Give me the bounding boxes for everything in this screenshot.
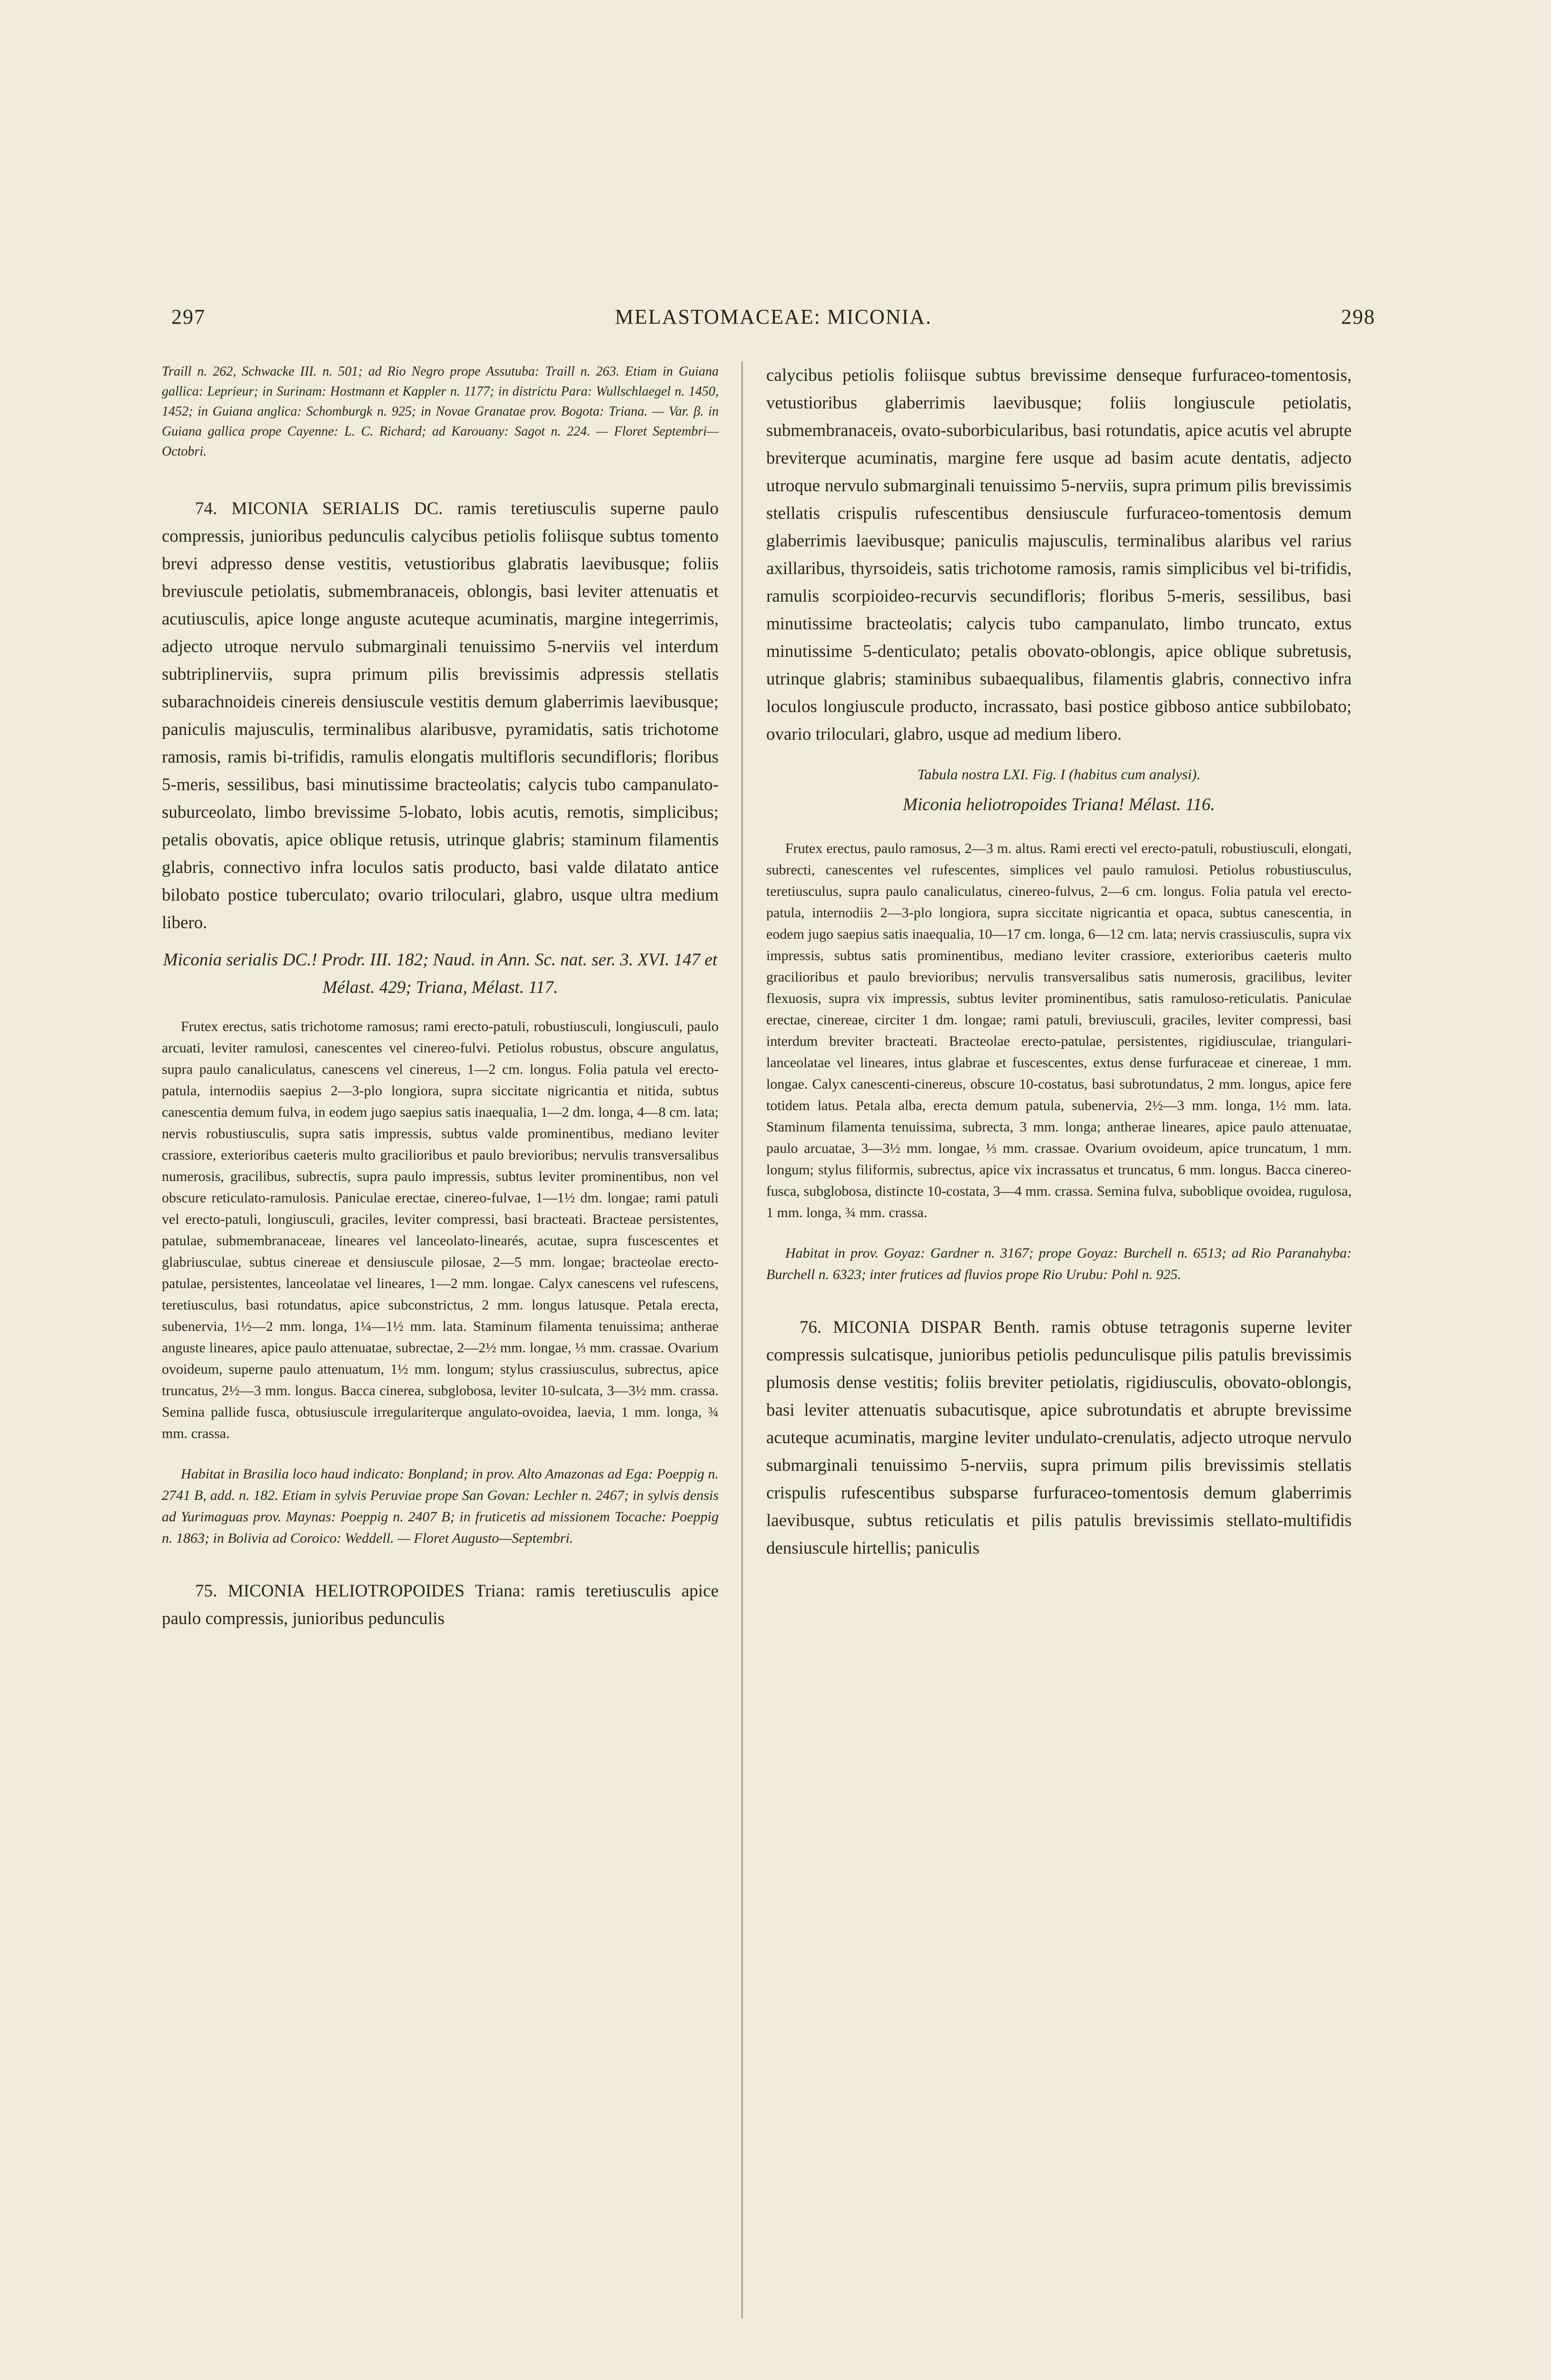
species-75-detailed-description: Frutex erectus, paulo ramosus, 2—3 m. altus. Rami erecti vel erecto-patuli, robustiusculi, elongati, subrecti, canescentes vel rufescentes, simplices vel paulo ramulosi. Petiolus robustiusculus, teretiusculus, supra paulo canaliculatus, cinereo-fulvus, 2—6 cm. longus. Folia patula vel erecto-patula, internodiis 2—3-plo longiora, supra siccitate nigricantia et opaca, subtus canescentia, in eodem jugo saepius satis inaequalia, 10—17 cm. longa, 6—12 cm. lata; nervis crassiusculis, supra vix impressis, subtus satis prominentibus, mediano leviter crassiore, exterioribus caeteris multo gracilioribus et paulo brevioribus; nervulis transversalibus satis numerosis, gracilibus, leviter flexuosis, supra vix impressis, subtus leviter prominentibus, satis ramuloso-reticulatis. Paniculae erectae, cinereae, circiter 1 dm. longae; rami patuli, breviusculi, graciles, leviter compressi, basi interdum breviter bracteati. Bracteolae erecto-patulae, persistentes, rigidiusculae, triangulari-lanceolatae vel lineares, intus glabrae et fuscescentes, extus dense furfuraceae et cinereae, 1 mm. longae. Calyx canescenti-cinereus, obscure 10-costatus, basi subrotundatus, 2 mm. longus, apice fere totidem latus. Petala alba, erecta demum patula, subenervia, 2½—3 mm. longa, 1½ mm. lata. Staminum filamenta tenuissima, subrecta, 3 mm. longa; antherae lineares, apice paulo attenuatae, paulo arcuatae, 3—3½ mm. longae, ⅓ mm. crassae. Ovarium ovoideum, apice truncatum, 1 mm. longum; stylus filiformis, subrectus, apice vix incrassatus et truncatus, 6 mm. longus. Bacca cinereo-fusca, subglobosa, distincte 10-costata, 3—4 mm. crassa. Semina fulva, suboblique ovoidea, rugulosa, 1 mm. longa, ¾ mm. crassa. [766, 841, 1352, 1220]
species-74-diagnosis: ramis teretiusculis superne paulo compressis, junioribus pedunculis calycibus petiolis foliisque subtus tomento brevi adpresso dense vestitis, vetustioribus glabratis laevibusque; foliis breviuscule petiolatis, submembranaceis, oblongis, basi leviter attenuatis et acutiusculis, apice longe anguste acuteque acuminatis, margine integerrimis, adjecto utroque nervulo submarginali tenuissimo 5-nerviis vel interdum subtriplinerviis, supra primum pilis brevissimis adpressis stellatis subarachnoideis cinereis densiuscule vestitis demum glaberrimis laevibusque; paniculis majusculis, terminalibus alaribusve, pyramidatis, satis trichotome ramosis, ramis bi-trifidis, ramulis elongatis multifloris secundifloris; floribus 5-meris, sessilibus, basi minutissime bracteolatis; calycis tubo campanulato-suburceolato, limbo brevissime 5-lobato, lobis acutis, remotis, simplicibus; petalis obovatis, apice oblique retusis, utrinque glabris; staminum filamentis glabris, connectivo infra loculos satis producto, basi valde dilatato antice bilobato postice tuberculato; ovario triloculari, glabro, usque ultra medium libero. [162, 499, 719, 932]
species-75-citation: Miconia heliotropoides Triana! Mélast. 116. [903, 795, 1215, 814]
species-75-plate-reference: Tabula nostra LXI. Fig. I (habitus cum analysi). [917, 766, 1201, 783]
species-75-diagnosis-continued: calycibus petiolis foliisque subtus brevissime denseque furfuraceo-tomentosis, vetustioribus glaberrimis laevibusque; foliis longiuscule petiolatis, submembranaceis, ovato-suborbicularibus, basi rotundatis, apice acutis vel abrupte breviterque acuminatis, margine fere usque ad basim acute dentatis, adjecto utroque nervulo submarginali tenuissimo 5-nerviis, supra primum pilis brevissimis stellatis crispulis rufescentibus densiuscule furfuraceo-tomentosis demum glaberrimis laevibusque; paniculis majusculis, terminalibus alaribus vel rarius axillaribus, thyrsoideis, satis trichotome ramosis, ramis simplicibus vel bi-trifidis, ramulis scorpioideo-recurvis secundifloris; floribus 5-meris, sessilibus, basi minutissime bracteolatis; calycis tubo campanulato, limbo truncato, extus minutissime 5-denticulato; petalis obovato-oblongis, apice oblique subretusis, utrinque glabris; staminibus subaequalibus, filamentis glabris, connectivo infra loculos longiuscule producto, incrassato, basi postice gibboso antice subbilobato; ovario triloculari, glabro, usque ad medium libero. [766, 366, 1352, 744]
species-74-description [162, 495, 719, 937]
left-column [162, 362, 719, 1642]
right-column [766, 362, 1352, 1572]
species-74-heading: 74. MICONIA SERIALIS DC. [195, 499, 443, 518]
species-74-habitat: Habitat in Brasilia loco haud indicato: Bonpland; in prov. Alto Amazonas ad Ega: Poeppig n. 2741 B, add. n. 182. Etiam in sylvis Peruviae prope San Govan: Lechler n. 2467; in sylvis densis ad Yurimaguas prov. Maynas: Poeppig n. 2407 B; in fruticetis ad missionem Tocache: Poeppig n. 1863; in Bolivia ad Coroico: Weddell. — Floret Augusto—Septembri. [162, 1466, 719, 1546]
running-head [171, 305, 1375, 338]
species-75-description [162, 1577, 719, 1633]
continued-locality-text: Traill n. 262, Schwacke III. n. 501; ad Rio Negro prope Assutuba: Traill n. 263. Etiam in Guiana gallica: Leprieur; in Surinam: Hostmann et Kappler n. 1177; in districtu Para: Wullschlaegel n. 1450, 1452; in Guiana anglica: Schomburgk n. 925; in Novae Granatae prov. Bogota: Triana. — Var. β. in Guiana gallica prope Cayenne: L. C. Richard; ad Karouany: Sagot n. 224. — Floret Septembri—Octobri. [162, 364, 719, 459]
species-75-heading: 75. MICONIA HELIOTROPOIDES Triana: [195, 1581, 525, 1601]
page-number-right: 298 [1341, 305, 1375, 328]
species-74-detailed-description: Frutex erectus, satis trichotome ramosus; rami erecto-patuli, robustiusculi, longiusculi, paulo arcuati, leviter ramulosi, canescentes vel cinereo-fulvi. Petiolus robustus, obscure angulatus, supra paulo canaliculatus, canescens vel cinereus, 1—2 cm. longus. Folia patula vel erecto-patula, internodiis saepius 2—3-plo longiora, supra siccitate nigricantia et nitida, subtus canescentia demum fulva, in eodem jugo saepius satis inaequalia, 1—2 dm. longa, 4—8 cm. lata; nervis robustiusculis, supra satis impressis, subtus valde prominentibus, mediano leviter crassiore, exterioribus caeteris multo gracilioribus et paulo brevioribus; nervulis transversalibus numerosis, gracilibus, subrectis, supra paulo impressis, subtus leviter prominentibus, non vel obscure reticulato-ramulosis. Paniculae erectae, cinereo-fulvae, 1—1½ dm. longae; rami patuli vel erecto-patuli, longiusculi, graciles, leviter compressi, basi bracteati. Bracteae persistentes, patulae, submembranaceae, lineares vel lanceolato-linearés, acutae, supra fuscescentes et glabriusculae, subtus cinereae et densiuscule pilosae, 2—5 mm. longae; bracteolae erecto-patulae, persistentes, lanceolatae vel lineares, 1—2 mm. longae. Calyx canescens vel rufescens, teretiusculus, basi rotundatus, apice subconstrictus, 2 mm. longus latusque. Petala erecta, subenervia, 1½—2 mm. longa, 1¼—1½ mm. lata. Staminum filamenta tenuissima; antherae anguste lineares, apice paulo attenuatae, subrectae, 2—2½ mm. longae, ⅓ mm. crassae. Ovarium ovoideum, superne paulo attenuatum, 1½ mm. longum; stylus crassiusculus, subrectus, apice truncatus, 2½—3 mm. longus. Bacca cinerea, subglobosa, leviter 10-sulcata, 3—3½ mm. crassa. Semina pallide fusca, obtusiuscule irregulariterque angulato-ovoidea, laevia, 1 mm. longa, ¾ mm. crassa. [162, 1019, 719, 1441]
species-76-diagnosis: ramis obtuse tetragonis superne leviter compressis sulcatisque, junioribus petiolis pedunculisque pilis patulis brevissimis plumosis dense vestitis; foliis breviter petiolatis, rigidiusculis, obovato-oblongis, basi leviter attenuatis subacutisque, apice subrotundatis et abrupte brevissime acuteque acuminatis, margine leviter undulato-crenulatis, adjecto utroque nervulo submarginali tenuissimo 5-nerviis, supra primum pilis brevissimis stellatis crispulis rufescentibus subsparse furfuraceo-tomentosis demum glaberrimis laevibusque, subtus reticulatis et pilis patulis brevissimis stellato-multifidis densiuscule hirtellis; paniculis [766, 1318, 1352, 1558]
running-title: MELASTOMACEAE: MICONIA. [614, 305, 932, 328]
species-74-citation: Miconia serialis DC.! Prodr. III. 182; Naud. in Ann. Sc. nat. ser. 3. XVI. 147 et Mélast. 429; Triana, Mélast. 117. [163, 950, 718, 997]
species-75-diagnosis-start: ramis teretiusculis apice paulo compressis, junioribus pedunculis [162, 1581, 719, 1628]
species-75-habitat: Habitat in prov. Goyaz: Gardner n. 3167; prope Goyaz: Burchell n. 6513; ad Rio Paranahyba: Burchell n. 6323; inter frutices ad fluvios prope Rio Urubu: Pohl n. 925. [766, 1245, 1352, 1282]
column-divider [741, 362, 743, 2318]
species-76-heading: 76. MICONIA DISPAR Benth. [800, 1318, 1040, 1337]
page-number-left: 297 [171, 305, 206, 328]
species-76-description [766, 1314, 1352, 1562]
